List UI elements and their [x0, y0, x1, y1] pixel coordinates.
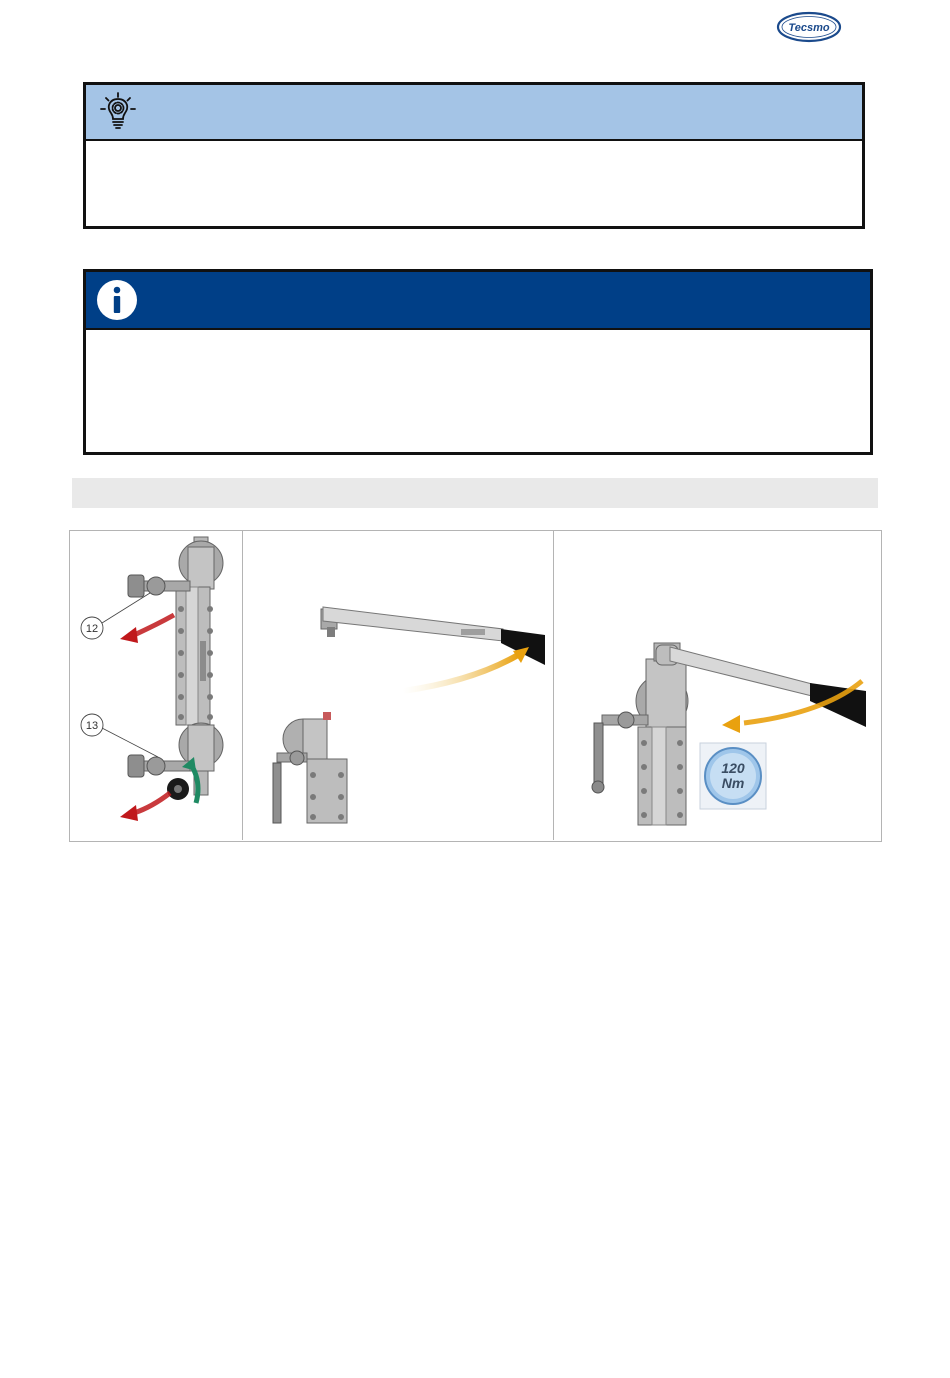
torque-wrench-illustration	[243, 531, 553, 840]
figure-tighten-torque	[554, 531, 881, 840]
tip-box	[83, 82, 865, 229]
tip-box-header	[86, 85, 862, 141]
info-box-header	[86, 272, 870, 330]
logo-text: Tecsmo	[788, 22, 830, 34]
info-box	[83, 269, 873, 455]
callout-12: 12	[85, 623, 99, 635]
lightbulb-icon	[98, 91, 138, 131]
figure-table	[69, 530, 882, 842]
callout-13: 13	[85, 720, 99, 732]
torque-unit: Nm	[721, 775, 745, 791]
tightening-illustration	[554, 531, 880, 840]
torque-value: 120	[721, 760, 745, 776]
figure-torque-wrench	[243, 531, 554, 840]
company-logo	[776, 10, 842, 44]
section-heading-bar	[72, 478, 878, 508]
figure-remove-valves	[70, 531, 243, 840]
info-icon	[95, 278, 139, 322]
level-gauge-illustration	[70, 531, 242, 840]
